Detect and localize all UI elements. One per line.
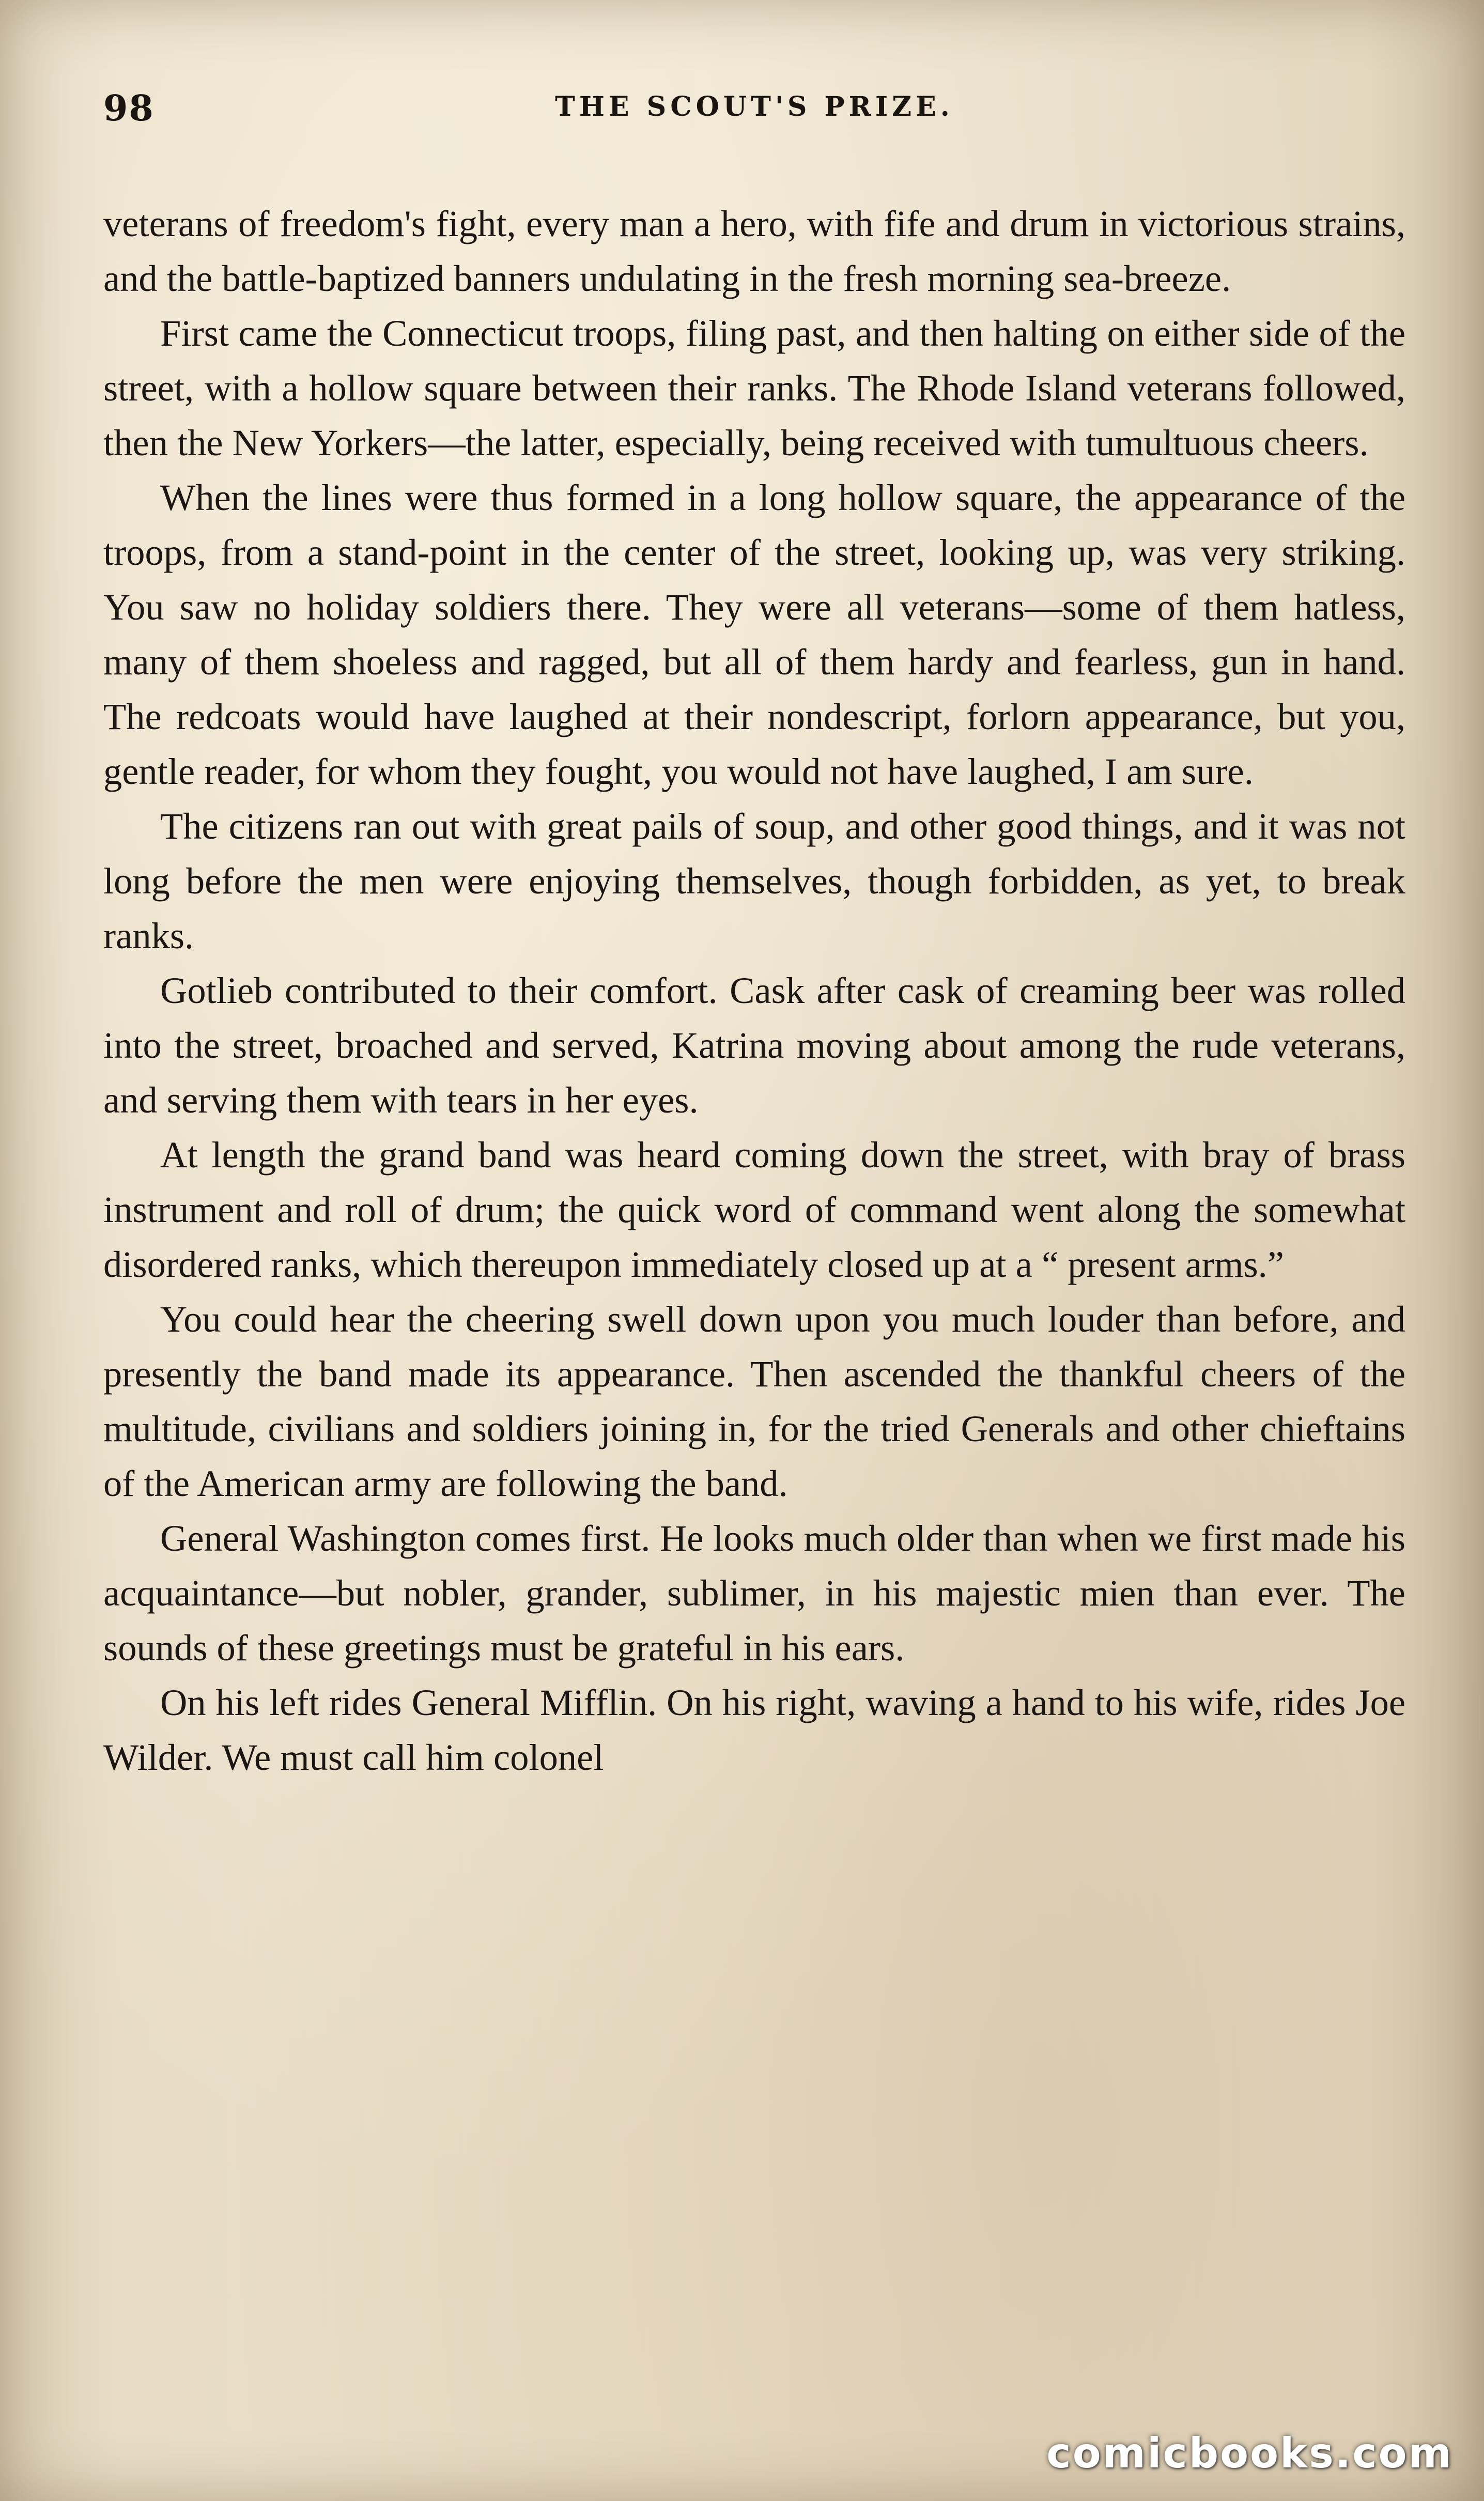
page-number: 98 (103, 88, 154, 129)
body-text (103, 196, 1405, 1785)
paragraph: veterans of freedom's fight, every man a hero, with fife and drum in victorious strains, and the battle-baptized banners undulating in the fresh morning sea-breeze. (103, 203, 1405, 299)
running-title: THE SCOUT'S PRIZE. (555, 91, 954, 122)
paragraph: When the lines were thus formed in a long hollow square, the appearance of the troops, from a stand-point in the center of the street, looking up, was very striking. You saw no holiday soldiers there. They were all veterans—some of them hatless, many of them shoeless and ragged, but all of them hardy and fearless, gun in hand. The redcoats would have laughed at their nondescript, forlorn appearance, but you, gentle reader, for whom they fought, you would not have laughed, I am sure. (103, 476, 1405, 792)
paragraph: Gotlieb contributed to their comfort. Cask after cask of creaming beer was rolled into the street, broached and served, Katrina moving about among the rude veterans, and serving them with tears in her eyes. (103, 969, 1405, 1121)
paragraph: General Washington comes first. He looks much older than when we first made his acquaintance—but nobler, grander, sublimer, in his majestic mien than ever. The sounds of these greetings must be grateful in his ears. (103, 1517, 1405, 1669)
paragraph: The citizens ran out with great pails of soup, and other good things, and it was not long before the men were enjoying themselves, though forbidden, as yet, to break ranks. (103, 805, 1405, 956)
watermark: comicbooks.com (1046, 2429, 1453, 2477)
paragraph: First came the Connecticut troops, filing past, and then halting on either side of the street, with a hollow square between their ranks. The Rhode Island veterans followed, then the New Yorkers—the latter, especially, being received with tumultuous cheers. (103, 312, 1405, 464)
page-header (103, 88, 1405, 145)
paragraph: At length the grand band was heard coming down the street, with bray of brass instrument and roll of drum; the quick word of command went along the somewhat disordered ranks, which thereupon immediately closed up at a “ present arms.” (103, 1134, 1405, 1285)
paragraph: You could hear the cheering swell down upon you much louder than before, and presently the band made its appearance. Then ascended the thankful cheers of the multitude, civilians and soldiers joining in, for the tried Generals and other chieftains of the American army are following the band. (103, 1298, 1405, 1504)
paragraph: On his left rides General Mifflin. On his right, waving a hand to his wife, rides Joe Wilder. We must call him colonel (103, 1681, 1405, 1778)
